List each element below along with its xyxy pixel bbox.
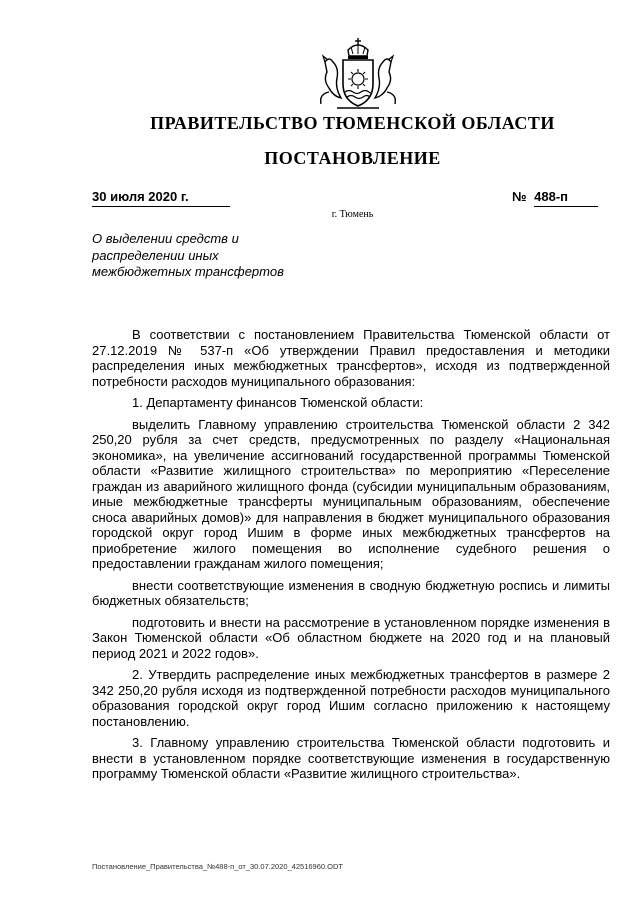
government-title: ПРАВИТЕЛЬСТВО ТЮМЕНСКОЙ ОБЛАСТИ (150, 113, 555, 133)
document-subject (92, 231, 332, 281)
city-name: г. Тюмень (331, 209, 374, 220)
file-name-footer: Постановление_Правительства_№488-п_от_30.07.2020_42516960.ODT (92, 862, 343, 871)
body-paragraph: 1. Департаменту финансов Тюменской области: (132, 395, 424, 410)
subject-line: О выделении средств и (92, 231, 239, 246)
document-type-title: ПОСТАНОВЛЕНИЕ (264, 148, 441, 168)
body-paragraph: внести соответствующие изменения в сводную бюджетную роспись и лимиты бюджетных обязательств; (92, 577, 610, 608)
document-body (92, 327, 610, 788)
document-number: 488-п (534, 189, 598, 207)
number-sign: № (512, 189, 527, 204)
subject-line: межбюджетных трансфертов (92, 264, 284, 279)
subject-line: распределении иных (92, 247, 219, 263)
body-paragraph: подготовить и внести на рассмотрение в установленном порядке изменения в Закон Тюменской области «Об областном бюджете на 2020 год и на плановый период 2021 и 2022 годов». (92, 614, 610, 661)
body-paragraph: выделить Главному управлению строительства Тюменской области 2 342 250,20 рубля за счет средств, предусмотренных по разделу «Национальная экономика», на увеличение ассигнований государственной программы Тюменской области «Развитие жилищного строительства» по мероприятию «Переселение граждан из аварийного жилищного фонда (субсидии муниципальным образованиям, иные межбюджетные трансферты муниципальным образованиям, обеспечение сноса аварийных домов)» для направления в бюджет муниципального образования городской округ город Ишим в форме иных межбюджетных трансфертов на приобретение жилого помещения во исполнение судебного решения о предоставлении гражданам жилого помещения; (92, 416, 610, 571)
body-paragraph: В соответствии с постановлением Правительства Тюменской области от 27.12.2019 № 537-п «Об утверждении Правил предоставления и методики распределения иных межбюджетных трансфертов», исходя из подтвержденной потребности расходов муниципального образования: (92, 327, 610, 389)
body-paragraph: 2. Утвердить распределение иных межбюджетных трансфертов в размере 2 342 250,20 рубля исходя из подтвержденной потребности расходов муниципального образования городской округ город Ишим согласно приложению к настоящему постановлению. (92, 667, 610, 729)
document-date: 30 июля 2020 г. (92, 189, 230, 207)
coat-of-arms-emblem (313, 36, 403, 116)
document-number-block (512, 189, 610, 207)
body-paragraph: 3. Главному управлению строительства Тюменской области подготовить и внести в установленном порядке соответствующие изменения в государственную программу Тюменской области «Развитие жилищного строительства». (92, 735, 610, 781)
